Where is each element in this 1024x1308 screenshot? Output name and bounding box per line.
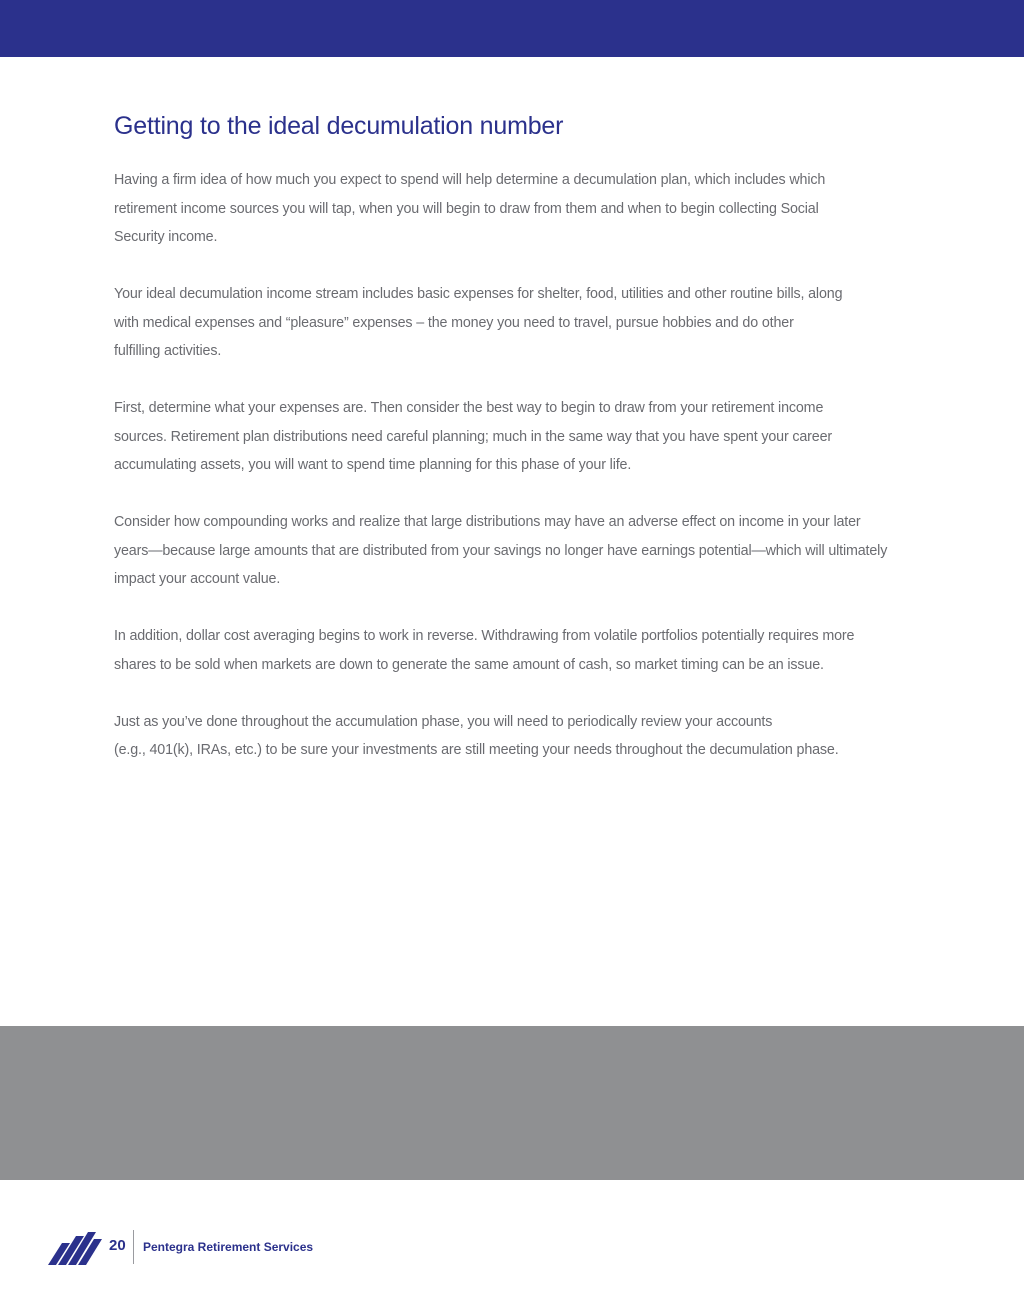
paragraph-line: First, determine what your expenses are. Then consider the best way to begin to draw from your retirement income [114, 400, 824, 416]
paragraph-line: with medical expenses and “pleasure” expenses – the money you need to travel, pursue hobbies and do other [114, 314, 794, 331]
paragraph-line: Consider how compounding works and realize that large distributions may have an adverse effect on income in your later [114, 514, 861, 530]
paragraph-line: years—because large amounts that are distributed from your savings no longer have earnings potential—which will ultimately [114, 542, 888, 559]
footer-gray-band [0, 1026, 1024, 1180]
paragraph-income-stream [114, 280, 954, 366]
paragraph-spending-idea [114, 166, 954, 252]
paragraph-compounding [114, 508, 954, 594]
paragraph-line: accumulating assets, you will want to spend time planning for this phase of your life. [114, 457, 632, 473]
paragraph-line: Just as you’ve done throughout the accumulation phase, you will need to periodically review your accounts [114, 713, 773, 730]
paragraph-expenses-first [114, 394, 954, 480]
paragraph-dollar-cost-averaging [114, 622, 954, 679]
paragraph-review-accounts [114, 708, 954, 765]
paragraph-line: Security income. [114, 229, 218, 245]
article-body [114, 110, 954, 765]
paragraph-line: sources. Retirement plan distributions need careful planning; much in the same way that you have spent your career [114, 428, 833, 445]
page-title: Getting to the ideal decumulation number [114, 112, 564, 140]
pentegra-stripes-logo-icon [48, 1229, 102, 1265]
paragraph-line: retirement income sources you will tap, when you will begin to draw from them and when to begin collecting Social [114, 200, 819, 217]
paragraph-line: In addition, dollar cost averaging begins to work in reverse. Withdrawing from volatile portfolios potentially requires more [114, 628, 855, 644]
paragraph-line: Your ideal decumulation income stream includes basic expenses for shelter, food, utilities and other routine bills, along [114, 286, 843, 302]
paragraph-line: Having a firm idea of how much you expect to spend will help determine a decumulation plan, which includes which [114, 172, 826, 188]
footer-divider [133, 1230, 134, 1264]
paragraph-line: impact your account value. [114, 571, 281, 587]
header-band [0, 0, 1024, 57]
paragraph-line: fulfilling activities. [114, 343, 222, 359]
page-number: 20 [109, 1237, 126, 1254]
paragraph-line: (e.g., 401(k), IRAs, etc.) to be sure your investments are still meeting your needs throughout the decumulation phase. [114, 742, 839, 758]
organization-name: Pentegra Retirement Services [143, 1240, 314, 1254]
paragraph-line: shares to be sold when markets are down to generate the same amount of cash, so market timing can be an issue. [114, 656, 824, 673]
